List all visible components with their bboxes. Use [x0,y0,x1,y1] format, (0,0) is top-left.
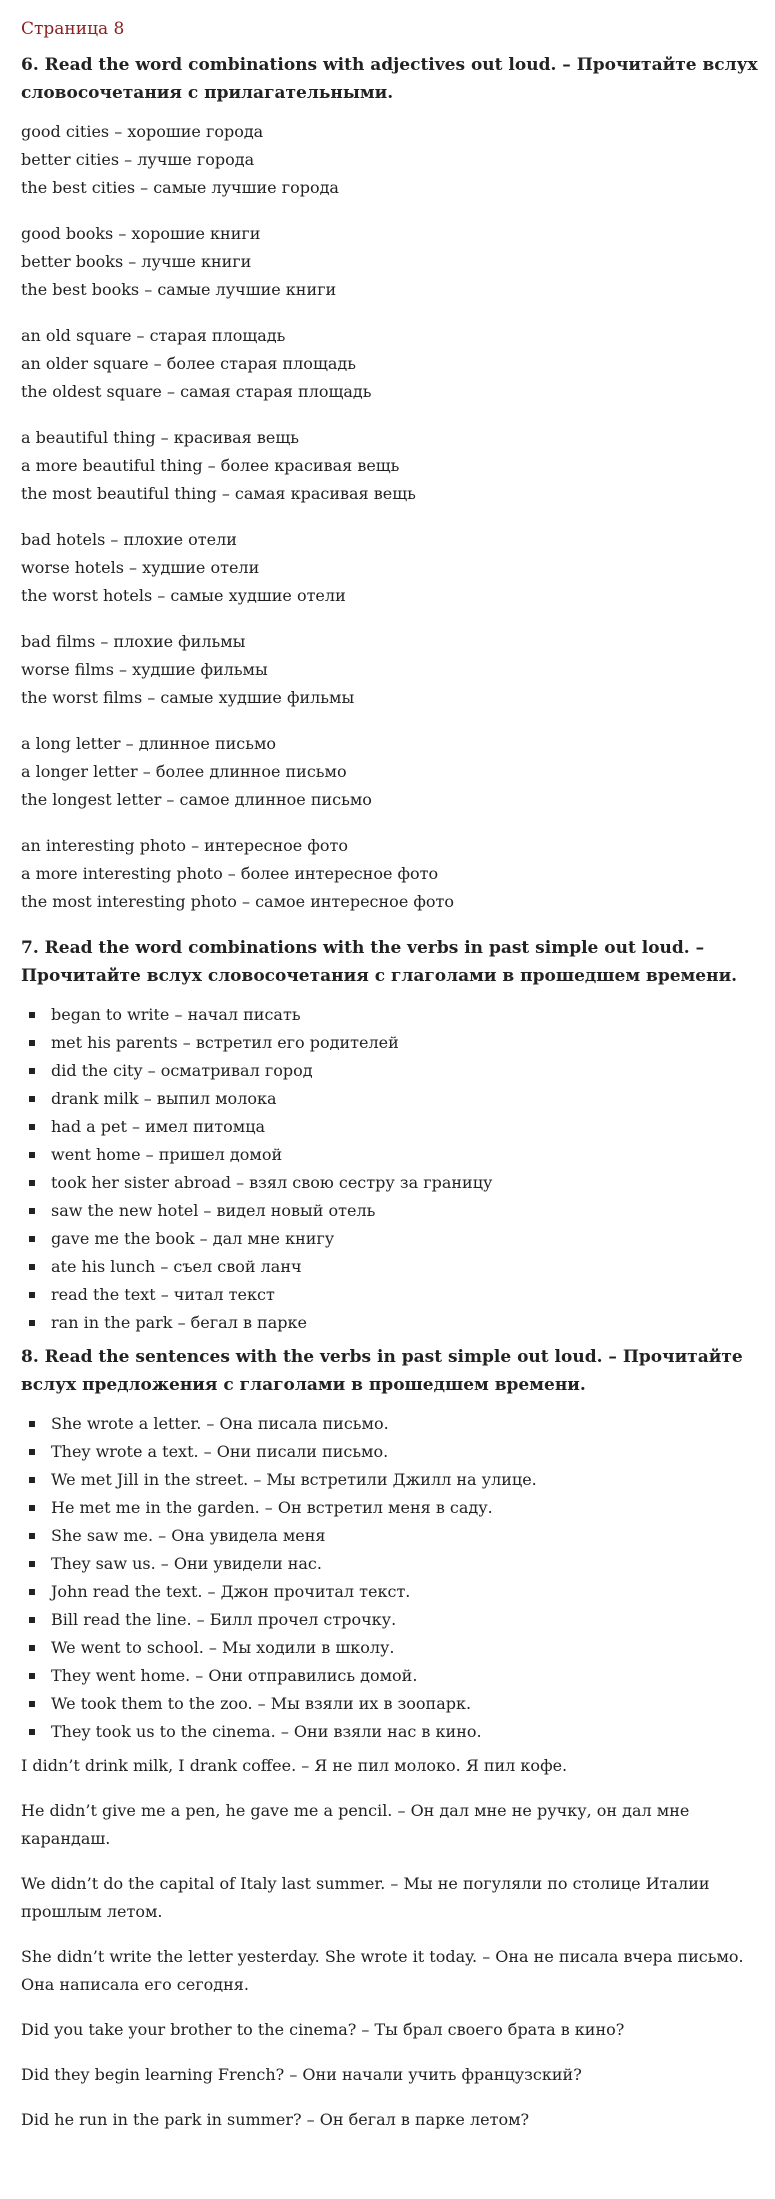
list-item [29,1690,761,1718]
word-line: better books – лучше книги [21,252,252,271]
list-item-text: We met Jill in the street. – Мы встретили Джилл на улице. [51,1470,537,1489]
list-item [29,1141,761,1169]
bullet-icon [29,1236,35,1242]
word-group [21,220,761,304]
bullet-icon [29,1208,35,1214]
sentence: Did they begin learning French? – Они начали учить французский? [21,2065,582,2084]
list-item-text: did the city – осматривал город [51,1061,313,1080]
list-item [29,1309,761,1337]
word-line: worse hotels – худшие отели [21,558,260,577]
bullet-icon [29,1012,35,1018]
word-line: the oldest square – самая старая площадь [21,382,372,401]
word-line: bad films – плохие фильмы [21,632,246,651]
list-item [29,1662,761,1690]
list-item-text: went home – пришел домой [51,1145,283,1164]
section-8-list [21,1410,761,1746]
list-item [29,1057,761,1085]
word-line: worse films – худшие фильмы [21,660,268,679]
bullet-icon [29,1477,35,1483]
list-item-text: They took us to the cinema. – Они взяли нас в кино. [51,1722,482,1741]
section-6-body [21,118,761,916]
bullet-icon [29,1561,35,1567]
section-6-heading: 6. Read the word combinations with adjectives out loud. – Прочитайте вслух словосочетания с прилагательными. [21,55,758,103]
section-8-heading: 8. Read the sentences with the verbs in past simple out loud. – Прочитайте вслух предложения с глаголами в прошедшем времени. [21,1347,743,1395]
list-item-text: took her sister abroad – взял свою сестру за границу [51,1173,493,1192]
list-item-text: John read the text. – Джон прочитал текст. [51,1582,411,1601]
bullet-icon [29,1617,35,1623]
bullet-icon [29,1645,35,1651]
bullet-icon [29,1589,35,1595]
bullet-icon [29,1124,35,1130]
word-line: a beautiful thing – красивая вещь [21,428,299,447]
word-line: an old square – старая площадь [21,326,286,345]
sentence: Did he run in the park in summer? – Он бегал в парке летом? [21,2110,530,2129]
bullet-icon [29,1533,35,1539]
sentence: Did you take your brother to the cinema? – Ты брал своего брата в кино? [21,2020,625,2039]
list-item [29,1281,761,1309]
word-group [21,118,761,202]
word-line: the most interesting photo – самое интересное фото [21,892,455,911]
word-line: the best books – самые лучшие книги [21,280,337,299]
list-item [29,1466,761,1494]
bullet-icon [29,1729,35,1735]
bullet-icon [29,1505,35,1511]
list-item [29,1001,761,1029]
bullet-icon [29,1421,35,1427]
list-item-text: We took them to the zoo. – Мы взяли их в зоопарк. [51,1694,472,1713]
word-group [21,628,761,712]
word-line: a more interesting photo – более интересное фото [21,864,439,883]
word-line: the longest letter – самое длинное письмо [21,790,372,809]
word-group [21,322,761,406]
word-line: the worst hotels – самые худшие отели [21,586,346,605]
list-item [29,1113,761,1141]
list-item [29,1085,761,1113]
bullet-icon [29,1180,35,1186]
word-line: an interesting photo – интересное фото [21,836,348,855]
page-label: Страница 8 [21,19,125,39]
word-group [21,832,761,916]
list-item [29,1634,761,1662]
sentence: He didn’t give me a pen, he gave me a pencil. – Он дал мне не ручку, он дал мне карандаш. [21,1801,690,1848]
list-item [29,1169,761,1197]
list-item-text: ate his lunch – съел свой ланч [51,1257,302,1276]
sentence: She didn’t write the letter yesterday. She wrote it today. – Она не писала вчера письмо. Она написала его сегодня. [21,1947,744,1994]
word-line: an older square – более старая площадь [21,354,356,373]
list-item-text: They wrote a text. – Они писали письмо. [51,1442,389,1461]
list-item [29,1225,761,1253]
bullet-icon [29,1152,35,1158]
section-7-heading: 7. Read the word combinations with the verbs in past simple out loud. – Прочитайте вслух словосочетания с глаголами в прошедшем времени. [21,938,738,986]
list-item-text: gave me the book – дал мне книгу [51,1229,335,1248]
list-item-text: met his parents – встретил его родителей [51,1033,399,1052]
list-item-text: ran in the park – бегал в парке [51,1313,307,1332]
list-item-text: We went to school. – Мы ходили в школу. [51,1638,395,1657]
list-item [29,1253,761,1281]
list-item [29,1718,761,1746]
list-item-text: He met me in the garden. – Он встретил меня в саду. [51,1498,493,1517]
bullet-icon [29,1264,35,1270]
word-line: a long letter – длинное письмо [21,734,277,753]
bullet-icon [29,1673,35,1679]
word-line: the most beautiful thing – самая красивая вещь [21,484,416,503]
bullet-icon [29,1096,35,1102]
list-item [29,1522,761,1550]
word-group [21,526,761,610]
list-item [29,1029,761,1057]
section-7-list [21,1001,761,1337]
list-item [29,1438,761,1466]
word-line: good cities – хорошие города [21,122,264,141]
list-item [29,1550,761,1578]
bullet-icon [29,1292,35,1298]
list-item-text: Bill read the line. – Билл прочел строчку. [51,1610,397,1629]
word-group [21,424,761,508]
list-item [29,1578,761,1606]
list-item [29,1197,761,1225]
list-item-text: They went home. – Они отправились домой. [51,1666,418,1685]
list-item-text: saw the new hotel – видел новый отель [51,1201,376,1220]
word-line: bad hotels – плохие отели [21,530,237,549]
bullet-icon [29,1040,35,1046]
list-item-text: drank milk – выпил молока [51,1089,277,1108]
list-item [29,1606,761,1634]
bullet-icon [29,1701,35,1707]
bullet-icon [29,1068,35,1074]
word-line: a longer letter – более длинное письмо [21,762,347,781]
list-item [29,1494,761,1522]
word-line: the best cities – самые лучшие города [21,178,339,197]
list-item-text: She wrote a letter. – Она писала письмо. [51,1414,389,1433]
list-item-text: They saw us. – Они увидели нас. [51,1554,322,1573]
word-line: a more beautiful thing – более красивая вещь [21,456,400,475]
word-line: better cities – лучше города [21,150,255,169]
word-group [21,730,761,814]
list-item-text: read the text – читал текст [51,1285,275,1304]
word-line: good books – хорошие книги [21,224,261,243]
word-line: the worst films – самые худшие фильмы [21,688,355,707]
bullet-icon [29,1320,35,1326]
sentence: We didn’t do the capital of Italy last summer. – Мы не погуляли по столице Италии прошлым летом. [21,1874,710,1921]
list-item [29,1410,761,1438]
list-item-text: had a pet – имел питомца [51,1117,266,1136]
bullet-icon [29,1449,35,1455]
list-item-text: began to write – начал писать [51,1005,301,1024]
list-item-text: She saw me. – Она увидела меня [51,1526,326,1545]
sentence: I didn’t drink milk, I drank coffee. – Я не пил молоко. Я пил кофе. [21,1756,568,1775]
